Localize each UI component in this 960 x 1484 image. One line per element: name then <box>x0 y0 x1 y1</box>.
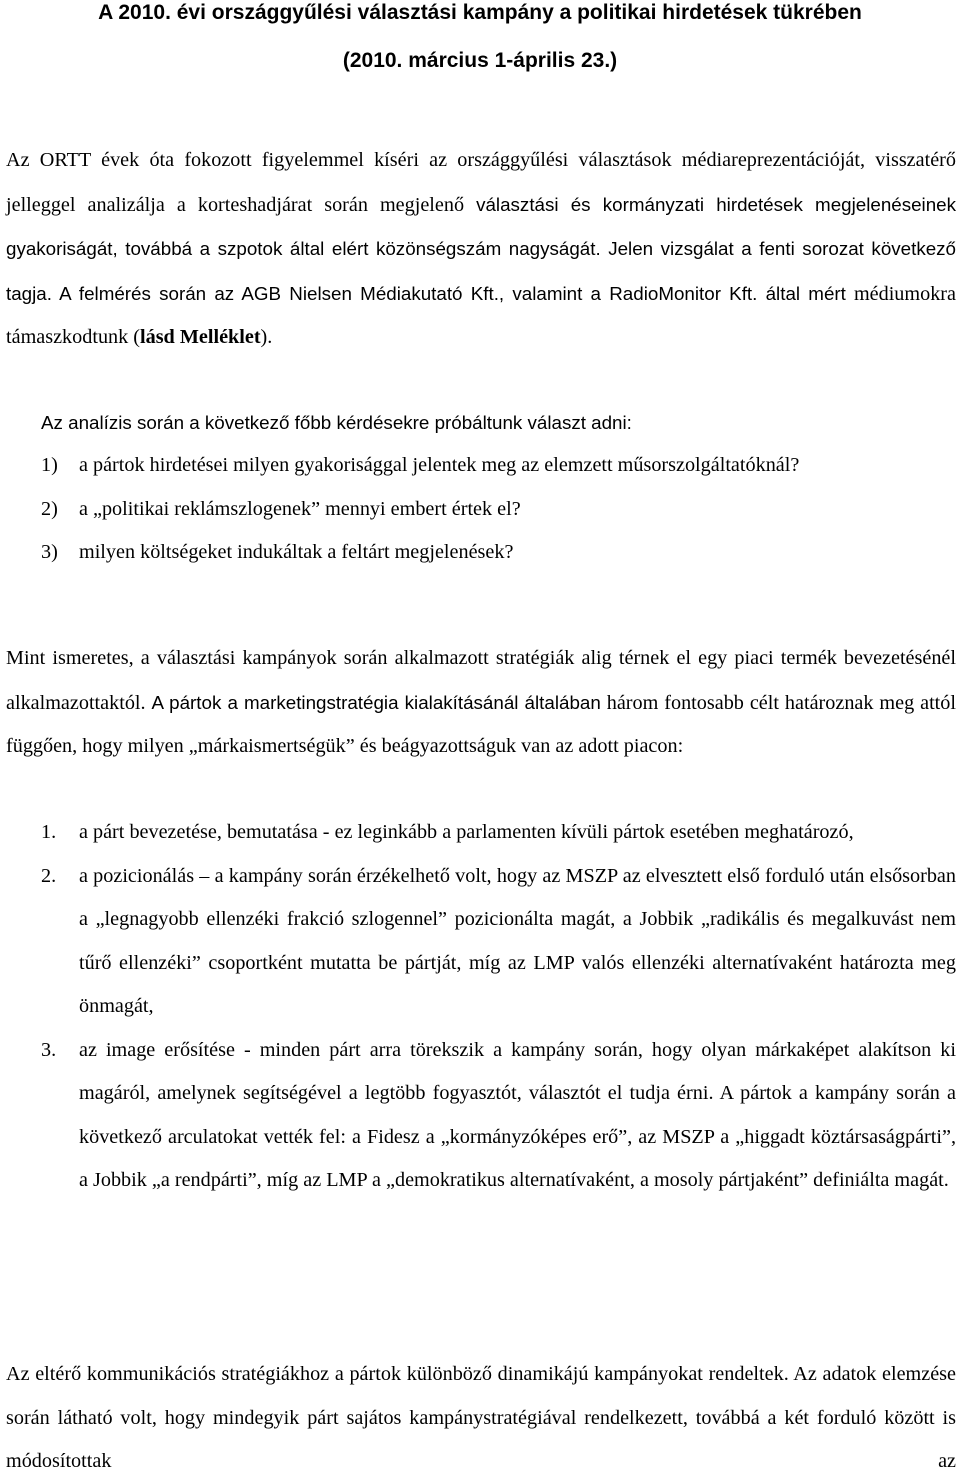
question-number: 2) <box>41 497 58 520</box>
marketing-text-2: A pártok a marketingstratégia kialakításánál általában <box>151 691 601 713</box>
goal-text: a párt bevezetése, bemutatása - ez leginkább a parlamenten kívüli pártok esetében meghatározó, <box>79 821 854 843</box>
goal-text: a pozicionálás – a kampány során érzékelhető volt, hogy az MSZP az elvesztett első forduló után elsősorban a „legnagyobb ellenzéki frakció szlogennel” pozicionálta magát, a Jobbik „radikális és megalkuvást nem tűrő ellenzéki” csoportként mutatta be pártját, míg az LMP valós ellenzéki alternatívaként határozta meg önmagát, <box>79 864 956 1017</box>
question-text: a „politikai reklámszlogenek” mennyi embert értek el? <box>79 497 521 520</box>
goal-text: az image erősítése - minden párt arra törekszik a kampány során, hogy olyan márkaképet alakítson ki magáról, amelynek segítségével a legtöbb fogyasztót, választót el tudja érni. A pártok a kampány során a következő arculatokat vették fel: a Fidesz a „kormányzóképes erő”, az MSZP a „higgadt köztársaságpárti”, a Jobbik „a rendpárti”, míg az LMP a „demokratikus alternatívaként, a mosoly pártjaként” definiálta magát. <box>79 1038 956 1191</box>
intro-text-1: Az ORTT évek óta fokozott figyelemmel kíséri az országgyűlési választások médiareprezentációját, visszatérő jelleggel analizálja a korteshadjárat során megjelenő <box>6 149 956 216</box>
goal-item <box>41 811 956 855</box>
annex-reference: lásd Melléklet <box>140 326 261 348</box>
intro-paragraph <box>6 139 956 360</box>
title-line-1: A 2010. évi országgyűlési választási kampány a politikai hirdetések tükrében <box>98 1 862 24</box>
questions-intro: Az analízis során a következő főbb kérdésekre próbáltunk választ adni: <box>41 412 632 433</box>
question-text: a pártok hirdetései milyen gyakorisággal jelentek meg az elemzett műsorszolgáltatóknál? <box>79 454 800 476</box>
title-line-2: (2010. március 1-április 23.) <box>342 49 618 72</box>
question-item <box>41 444 956 488</box>
question-item <box>41 488 956 532</box>
goal-item <box>41 1029 956 1203</box>
closing-paragraph: Az eltérő kommunikációs stratégiákhoz a pártok különböző dinamikájú kampányokat rendeltek. Az adatok elemzése során látható volt, hogy mindegyik párt sajátos kampánystratégiával rendelkezett, továbbá a két forduló között is módosítottak az <box>6 1363 956 1472</box>
question-number: 3) <box>41 541 58 563</box>
goals-list <box>41 811 956 1203</box>
marketing-text-1: Mint ismeretes, a választási kampányok során alkalmazott stratégiák alig térnek el egy piaci termék bevezetésénél alkalmazottaktól. <box>6 647 956 714</box>
marketing-text-3: három fontosabb célt határoznak meg attól függően, hogy milyen „márkaismertségük” és beágyazottságuk van az adott piacon: <box>6 691 956 757</box>
question-text: milyen költségeket indukáltak a feltárt megjelenések? <box>79 541 514 563</box>
questions-list <box>41 444 956 575</box>
goal-number: 2. <box>41 864 57 887</box>
goal-item <box>41 855 956 1029</box>
marketing-paragraph <box>6 637 956 769</box>
goal-number: 1. <box>41 821 57 843</box>
intro-text-4: ). <box>260 326 273 348</box>
question-item <box>41 531 956 575</box>
question-number: 1) <box>41 454 58 476</box>
intro-text-3: médiumokra támaszkodtunk ( <box>6 282 956 348</box>
goal-number: 3. <box>41 1038 57 1061</box>
intro-text-2: választási és kormányzati hirdetések megjelenéseinek gyakoriságát, továbbá a szpotok által elért közönségszám nagyságát. Jelen vizsgálat a fenti sorozat következő tagja. A felmérés során az AGB Nielsen Médiakutató Kft., valamint a RadioMonitor Kft. által mért <box>6 193 956 304</box>
